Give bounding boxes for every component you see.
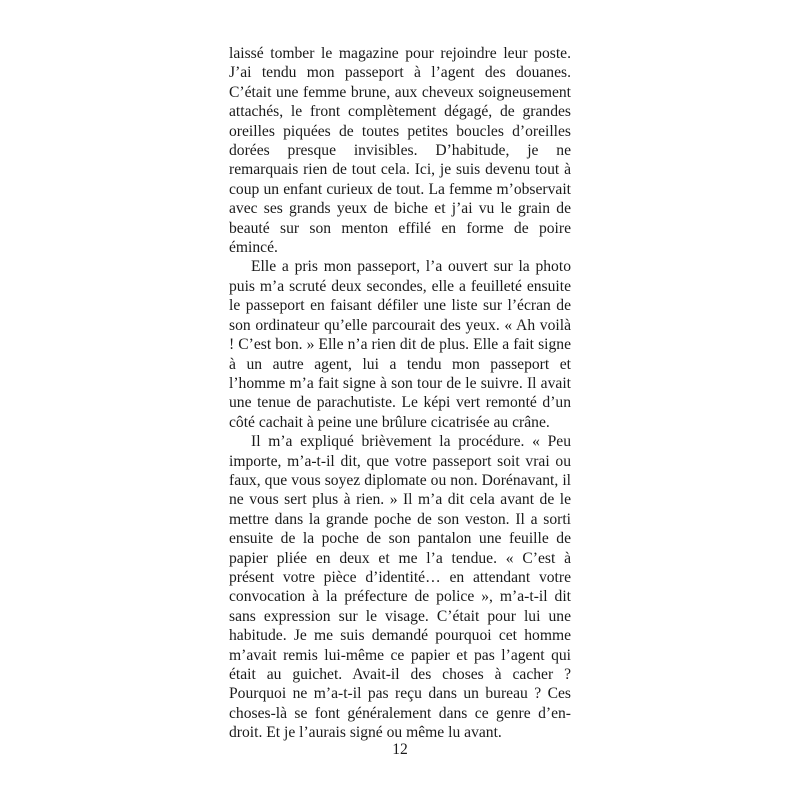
- body-text: [229, 44, 571, 743]
- paragraph-1: laissé tomber le magazine pour rejoindre leur poste. J’ai tendu mon passeport à l’agent des douanes. C’était une femme brune, aux cheveux soigneusement attachés, le front complètement dégagé, de grandes oreilles piquées de toutes petites boucles d’oreilles dorées presque invisibles. D’habitude, je ne remarquais rien de tout cela. Ici, je suis devenu tout à coup un enfant curieux de tout. La femme m’observait avec ses grands yeux de biche et j’ai vu le grain de beauté sur son menton effilé en forme de poire émincé.: [229, 45, 571, 257]
- page-number: 12: [392, 741, 408, 758]
- paragraph-3: Il m’a expliqué brièvement la procédure. « Peu importe, m’a-t-il dit, que votre passeport soit vrai ou faux, que vous soyez diplomate ou non. Dorénavant, il ne vous sert plus à rien. » Il m’a dit cela avant de le mettre dans la grande poche de son veston. Il a sorti ensuite de la poche de son pantalon une feuille de papier pliée en deux et me l’a tendue. « C’est à présent votre pièce d’identité… en attendant votre convocation à la préfecture de police », m’a-t-il dit sans expression sur le visage. C’était pour lui une habitude. Je me suis demandé pourquoi cet homme m’avait remis lui-même ce papier et pas l’agent qui était au guichet. Avait-il des choses à cacher ? Pourquoi ne m’a-t-il pas reçu dans un bureau ? Ces choses-là se font généralement dans ce genre d’endroit. Et je l’aurais signé ou même lu avant.: [229, 433, 571, 742]
- paragraph-2: Elle a pris mon passeport, l’a ouvert sur la photo puis m’a scruté deux secondes, elle a feuilleté ensuite le passeport en faisant défiler une liste sur l’écran de son ordinateur qu’elle parcourait des yeux. « Ah voilà ! C’est bon. » Elle n’a rien dit de plus. Elle a fait signe à un autre agent, lui a tendu mon passeport et l’homme m’a fait signe à son tour de le suivre. Il avait une tenue de parachutiste. Le képi vert remonté d’un côté cachait à peine une brûlure cicatrisée au crâne.: [229, 258, 571, 431]
